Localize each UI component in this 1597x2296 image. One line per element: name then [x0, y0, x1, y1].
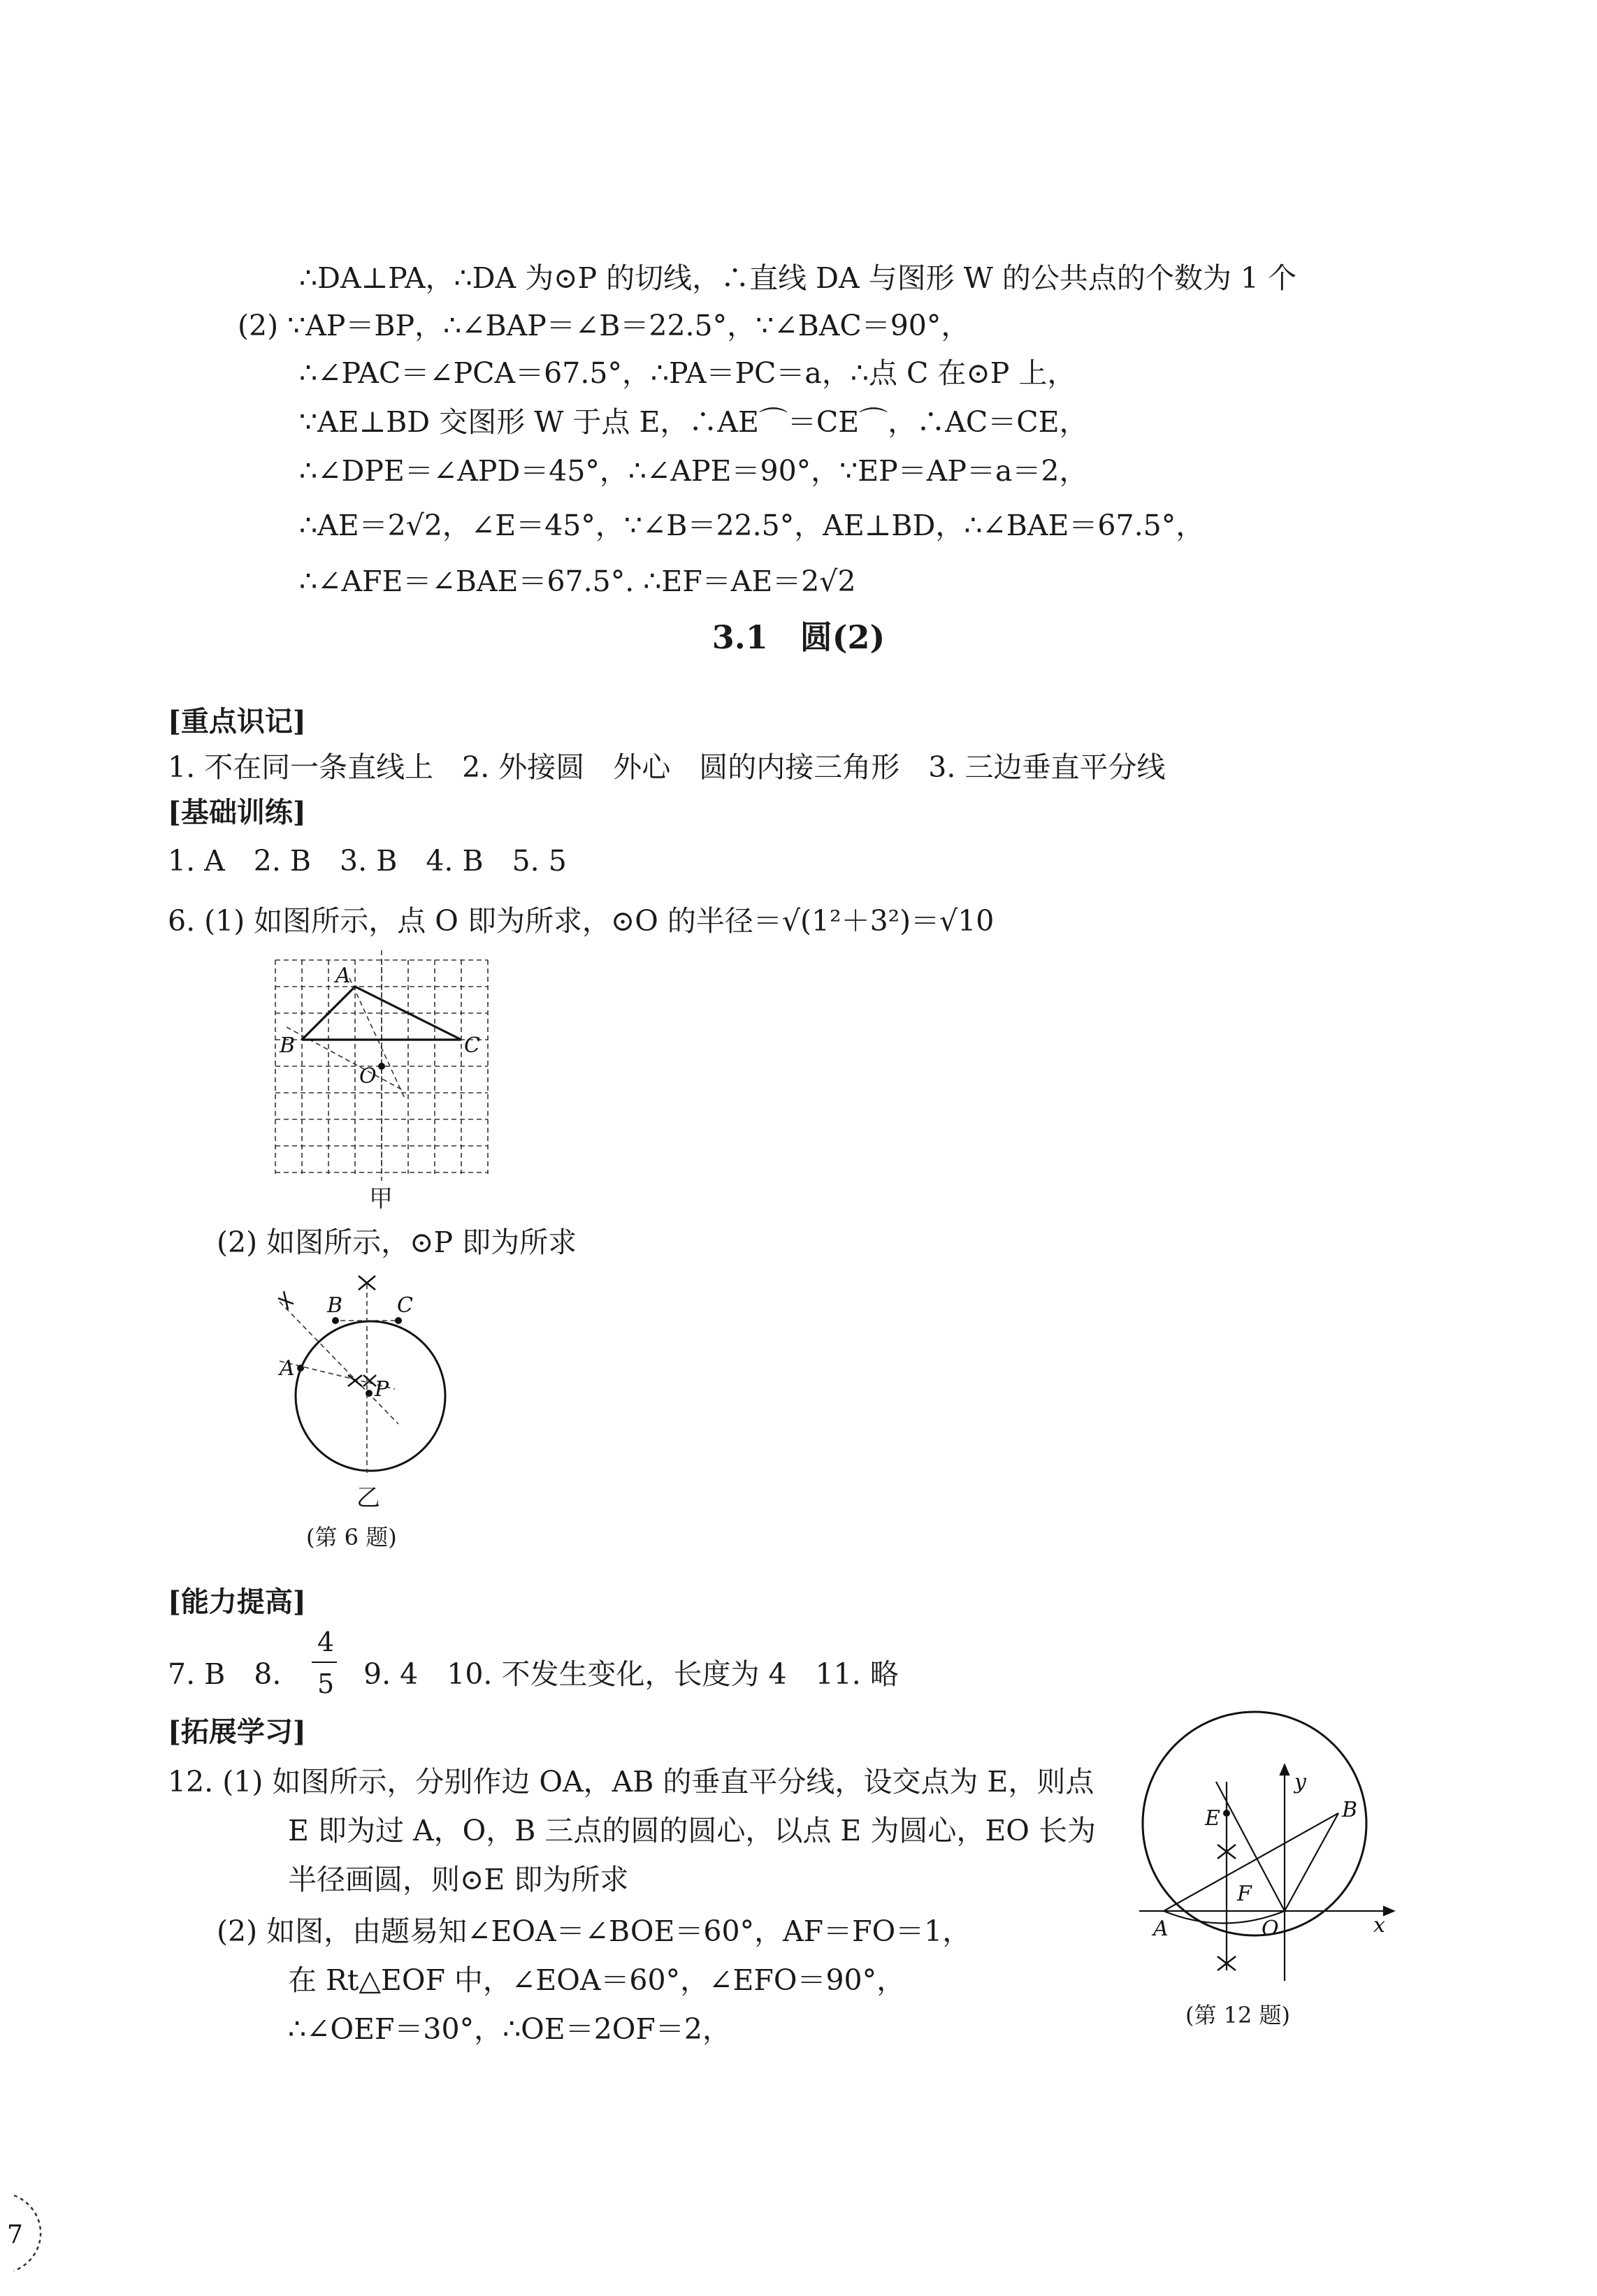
answer-line: 12. (1) 如图所示，分别作边 OA，AB 的垂直平分线，设交点为 E，则点: [168, 1765, 1094, 1799]
label-A: A: [335, 964, 351, 988]
page-number-badge: [0, 2190, 57, 2274]
fraction-numerator: 4: [317, 1627, 335, 1657]
label-B: B: [280, 1033, 296, 1058]
label-A: A: [280, 1356, 295, 1381]
label-y: y: [1294, 1770, 1306, 1794]
label-O: O: [1262, 1917, 1279, 1941]
figure-6-circle: [266, 1263, 461, 1487]
label-A: A: [1153, 1917, 1169, 1941]
answer-line: 9. 4 10. 不发生变化，长度为 4 11. 略: [363, 1657, 899, 1691]
answer-line: 6. (1) 如图所示，点 O 即为所求，⊙O 的半径＝√(1²＋3²)＝√10: [168, 904, 995, 938]
figure-label: 乙: [356, 1484, 380, 1512]
section-header: [能力提高]: [168, 1585, 306, 1618]
text-line: ∵AE⊥BD 交图形 W 于点 E，∴AE⌒＝CE⌒，∴AC＝CE，: [299, 405, 1088, 439]
figure-caption: (第 6 题): [306, 1524, 397, 1550]
answer-line: 7. B 8.: [168, 1657, 282, 1691]
fraction-denominator: 5: [317, 1669, 335, 1699]
answer-line: 1. 不在同一条直线上 2. 外接圆 外心 圆的内接三角形 3. 三边垂直平分线: [168, 750, 1166, 784]
label-B: B: [327, 1293, 343, 1318]
label-P: P: [375, 1377, 389, 1402]
label-C: C: [397, 1293, 413, 1318]
section-header: [基础训练]: [168, 796, 306, 829]
label-x: x: [1373, 1913, 1385, 1938]
text-line: ∴∠PAC＝∠PCA＝67.5°，∴PA＝PC＝a，∴点 C 在⊙P 上，: [299, 356, 1076, 390]
answer-line: 1. A 2. B 3. B 4. B 5. 5: [168, 844, 567, 878]
text-line: (2) ∵AP＝BP，∴∠BAP＝∠B＝22.5°，∵∠BAC＝90°，: [238, 309, 970, 342]
figure-6-grid: [266, 950, 503, 1181]
text-line: ∴∠AFE＝∠BAE＝67.5°. ∴EF＝AE＝2√2: [299, 565, 856, 598]
label-C: C: [464, 1033, 480, 1058]
answer-line: (2) 如图所示，⊙P 即为所求: [217, 1226, 577, 1259]
label-E: E: [1205, 1806, 1220, 1831]
figure-12: [1132, 1705, 1398, 1984]
fraction-bar: [312, 1662, 337, 1663]
answer-line: 半径画圆，则⊙E 即为所求: [288, 1863, 629, 1896]
label-F: F: [1237, 1882, 1252, 1906]
answer-line: (2) 如图，由题易知∠EOA＝∠BOE＝60°，AF＝FO＝1，: [217, 1914, 971, 1948]
text-line: ∴DA⊥PA，∴DA 为⊙P 的切线，∴直线 DA 与图形 W 的公共点的个数为 1 个: [299, 261, 1297, 295]
figure-caption: (第 12 题): [1185, 2002, 1291, 2028]
text-line: ∴AE＝2√2，∠E＝45°，∵∠B＝22.5°，AE⊥BD，∴∠BAE＝67.5°，: [299, 509, 1205, 542]
label-O: O: [359, 1064, 377, 1089]
section-header: [拓展学习]: [168, 1715, 306, 1748]
section-header: [重点识记]: [168, 705, 306, 738]
section-title: 3.1 圆(2): [711, 618, 886, 656]
figure-label: 甲: [369, 1185, 393, 1213]
answer-line: ∴∠OEF＝30°，∴OE＝2OF＝2，: [288, 2012, 731, 2046]
page-number: 7: [7, 2221, 23, 2249]
text-line: ∴∠DPE＝∠APD＝45°，∴∠APE＝90°，∵EP＝AP＝a＝2，: [299, 454, 1088, 488]
label-B: B: [1342, 1798, 1358, 1822]
answer-line: E 即为过 A，O，B 三点的圆的圆心，以点 E 为圆心，EO 长为: [288, 1814, 1096, 1847]
answer-line: 在 Rt△EOF 中，∠EOA＝60°，∠EFO＝90°，: [288, 1963, 906, 1997]
